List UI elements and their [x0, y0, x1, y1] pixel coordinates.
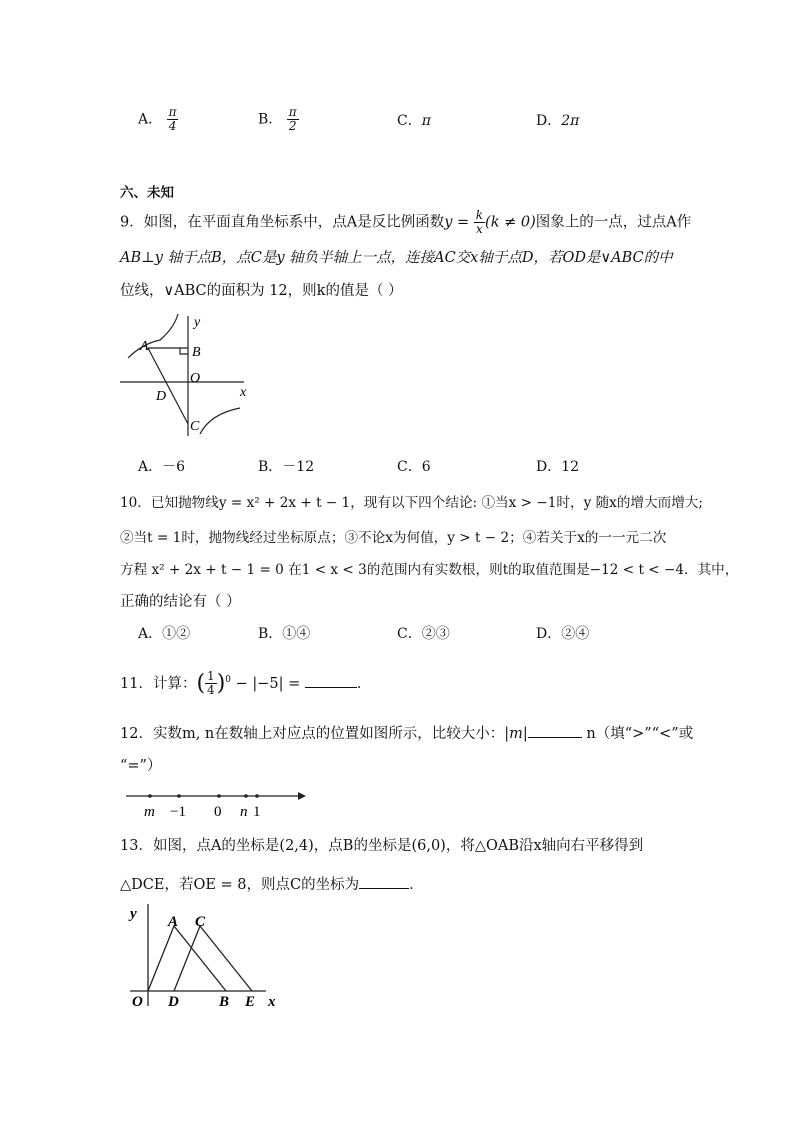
- q8-option-d: D．2π: [536, 113, 580, 129]
- q9-figure: [118, 310, 258, 440]
- q9-right-angle-mark: [180, 348, 188, 354]
- q13-label-e: E: [245, 994, 256, 1010]
- q13-label-a: A: [168, 914, 179, 930]
- q13-label-x: x: [268, 994, 276, 1010]
- q9-label-x: x: [240, 385, 247, 400]
- q9-hyperbola-lower-right: [200, 408, 240, 434]
- q12-line-2: “=”）: [120, 758, 162, 774]
- q9-label-y: y: [194, 315, 201, 330]
- q8-option-b: B． $\frac{\pi}{2}$: [258, 105, 297, 133]
- q9-label-o: O: [190, 371, 201, 386]
- q8-option-a: A． $\frac{\pi}{4}$: [138, 105, 177, 133]
- q10-option-c: C．②③: [397, 626, 450, 642]
- q12-label-m: m: [144, 804, 155, 820]
- q11-answer-blank[interactable]: [305, 672, 357, 688]
- q9-label-c: C: [190, 419, 200, 434]
- q12-label-one: 1: [253, 804, 261, 820]
- q12-point-zero: [217, 794, 221, 798]
- q12-label-zero: 0: [214, 804, 222, 820]
- q10-line-2: ②当t = 1时，抛物线经过坐标原点；③不论x为何值，y > t − 2；④若关于x的一一元二次: [120, 530, 667, 546]
- q10-option-d: D．②④: [536, 626, 590, 642]
- q8-option-b-fraction: $\frac{\pi}{2}$: [288, 105, 297, 133]
- q13-label-y: y: [130, 906, 137, 922]
- q9-line-1: 9．如图，在平面直角坐标系中，点A是反比例函数y = $\frac{k}{x}$ (k ≠ 0)图象上的一点，过点A作: [120, 208, 692, 236]
- section-title: 六、未知: [120, 185, 174, 201]
- q9-line-2: AB⊥y 轴于点B，点C是y 轴负半轴上一点，连接AC交x轴于点D，若OD是∨ABC的中: [120, 250, 673, 266]
- q9-option-d: D．12: [536, 459, 580, 475]
- q9-segment-ac: [148, 348, 188, 424]
- q13-triangle-dce: [174, 926, 252, 991]
- q9-fraction: $\frac{k}{x}$: [475, 208, 484, 236]
- q10-option-b: B．①④: [258, 626, 311, 642]
- q13-label-b: B: [219, 994, 230, 1010]
- q9-line-3: 位线，∨ABC的面积为 12，则k的值是（ ）: [120, 283, 403, 299]
- q12-answer-blank[interactable]: [528, 722, 582, 738]
- q12-axis-arrow: [298, 792, 306, 800]
- q9-label-d: D: [156, 389, 167, 404]
- q11-fraction: $\frac{1}{4}$: [207, 669, 215, 698]
- q9-option-a: A．－6: [138, 459, 186, 475]
- q8-option-a-fraction: $\frac{\pi}{4}$: [168, 105, 177, 133]
- q12-label-minus1: −1: [170, 804, 186, 820]
- q13-label-o: O: [132, 994, 143, 1010]
- q9-option-c: C．6: [397, 459, 431, 475]
- q12-point-m: [148, 794, 152, 798]
- q12-number-line: [124, 786, 314, 822]
- q11-line: 11．计算：( $\frac{1}{4}$ )$^0$ − |−5| = ．: [120, 669, 372, 698]
- q12-line-1: 12．实数m, n在数轴上对应点的位置如图所示，比较大小：|m| n（填“>”“<”或: [120, 722, 693, 744]
- q13-line-1: 13．如图，点A的坐标是(2,4)，点B的坐标是(6,0)，将△OAB沿x轴向右平移得到: [120, 838, 644, 854]
- q13-answer-blank[interactable]: [359, 873, 409, 889]
- q10-line-1: 10．已知抛物线y = x² + 2x + t − 1，现有以下四个结论: ①当x > −1时，y 随x的增大而增大;: [120, 495, 703, 511]
- q10-option-a: A．①②: [138, 626, 191, 642]
- q9-hyperbola-upper-left: [128, 314, 178, 358]
- q13-label-c: C: [195, 914, 206, 930]
- q8-option-c: C．π: [397, 113, 431, 129]
- q13-line-2: △DCE，若OE = 8，则点C的坐标为 ．: [120, 873, 424, 895]
- q9-label-a: A: [140, 339, 149, 354]
- q12-point-n: [244, 794, 248, 798]
- q12-point-minus1: [177, 794, 181, 798]
- q10-line-3: 方程 x² + 2x + t − 1 = 0 在1 < x < 3的范围内有实数根，则t的取值范围是−12 < t < −4．其中，: [120, 562, 739, 578]
- q12-point-one: [255, 794, 259, 798]
- q12-label-n: n: [240, 804, 248, 820]
- q9-label-b: B: [192, 345, 201, 360]
- q13-figure: [118, 898, 288, 1010]
- q10-line-4: 正确的结论有（ ）: [120, 594, 241, 610]
- q9-option-b: B．－12: [258, 459, 315, 475]
- q13-label-d: D: [168, 994, 179, 1010]
